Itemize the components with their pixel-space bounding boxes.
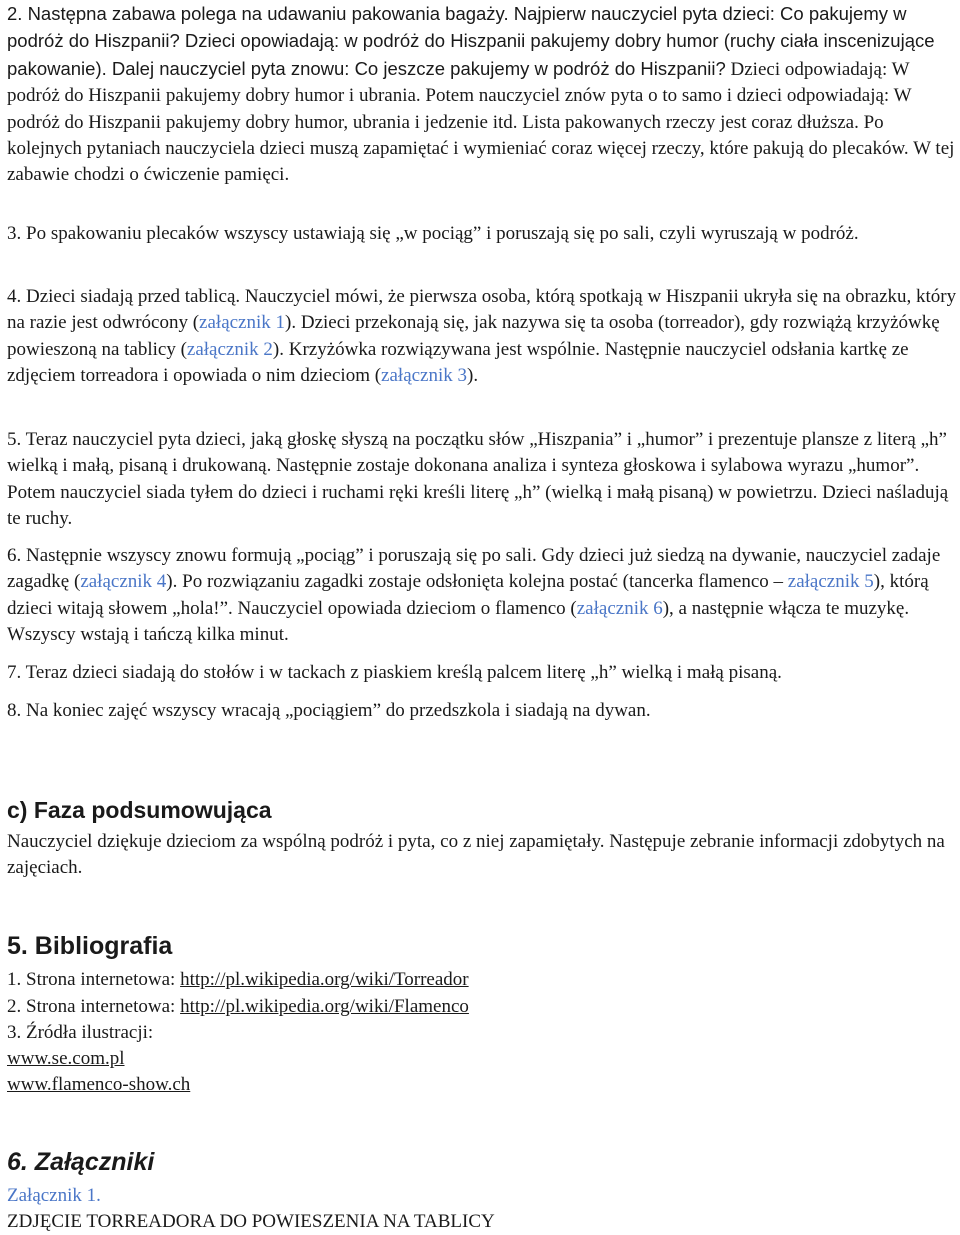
bibliography-item-3: 3. Źródła ilustracji: xyxy=(7,1022,154,1043)
paragraph-6-text-4: ), a następnie włącza te muzykę. Wszyscy wstają i tańczą kilka minut. xyxy=(7,597,910,646)
paragraph-2-sans-text: 2. Następna zabawa polega na udawaniu pakowania bagaży. Najpierw nauczyciel pyta dzieci: Co pakujemy w podróż do Hiszpanii? Dzieci opowiadają: w podróż do Hiszpanii pakujemy dobry humor (ruchy ciała inscenizujące pakowanie). Dalej nauczyciel pyta znowu: Co jeszcze pakujemy w podróż do Hiszpanii? xyxy=(7,3,935,79)
paragraph-6-text-1: 6. Następnie wszyscy znowu formują „pociąg” i poruszają się po sali. Gdy dzieci już siedzą na dywanie, nauczyciel zadaje zagadkę ( xyxy=(7,545,941,593)
flamenco-show-link[interactable]: www.flamenco-show.ch xyxy=(7,1074,191,1095)
paragraph-4 xyxy=(7,284,957,390)
summary-phase-heading: c) Faza podsumowująca xyxy=(7,797,272,823)
paragraph-4-text-3: ). Krzyżówka rozwiązywana jest wspólnie. Następnie nauczyciel odsłania kartkę ze zdjęciem torreadora i opowiada o nim dzieciom ( xyxy=(7,338,909,387)
paragraph-6-text-3: ), którą dzieci witają słowem „hola!”. Nauczyciel opowiada dzieciom o flamenco ( xyxy=(7,571,929,619)
torreador-wiki-link[interactable]: http://pl.wikipedia.org/wiki/Torreador xyxy=(180,969,469,990)
attachment-1-title xyxy=(7,1183,957,1209)
attachment-4-link[interactable]: załącznik 4 xyxy=(80,571,167,593)
summary-phase-text: Nauczyciel dziękuje dzieciom za wspólną podróż i pyta, co z niej zapamiętały. Następuje zebranie informacji zdobytych na zajęciach. xyxy=(7,831,945,879)
paragraph-7: 7. Teraz dzieci siadają do stołów i w tackach z piaskiem kreślą palcem literę „h” wielką i małą pisaną. xyxy=(7,662,782,683)
paragraph-4-text-1: 4. Dzieci siadają przed tablicą. Nauczyciel mówi, że pierwsza osoba, którą spotkają w Hiszpanii ukryła się na obrazku, który na razie jest odwrócony ( xyxy=(7,286,957,334)
illustration-source-1 xyxy=(7,1046,957,1072)
paragraph-6 xyxy=(7,543,957,649)
attachment-5-link[interactable]: załącznik 5 xyxy=(787,571,874,593)
bibliography-item-1 xyxy=(7,967,957,993)
attachment-3-link[interactable]: załącznik 3 xyxy=(381,365,468,387)
attachment-1-anchor[interactable]: Załącznik 1. xyxy=(7,1185,101,1206)
attachment-1-link[interactable]: załącznik 1 xyxy=(199,312,286,334)
bibliography-item-2 xyxy=(7,994,957,1020)
attachment-1-caption: ZDJĘCIE TORREADORA DO POWIESZENIA NA TABLICY xyxy=(7,1211,495,1232)
paragraph-5: 5. Teraz nauczyciel pyta dzieci, jaką głoskę słyszą na początku słów „Hiszpania” i „humor” i prezentuje plansze z literą „h” wielką i małą, pisaną i drukowaną. Następnie zostaje dokonana analiza i synteza głoskowa i sylabowa wyrazu „humor”. Potem nauczyciel siada tyłem do dzieci i ruchami ręki kreśli literę „h” (wielką i małą pisaną) w powietrzu. Dzieci naśladują te ruchy. xyxy=(7,429,949,530)
paragraph-6-text-2: ). Po rozwiązaniu zagadki zostaje odsłonięta kolejna postać (tancerka flamenco – xyxy=(166,571,788,593)
paragraph-4-text-2: ). Dzieci przekonają się, jak nazywa się ta osoba (torreador), gdy rozwiążą krzyżówkę powieszoną na tablicy ( xyxy=(7,312,940,360)
attachment-2-link[interactable]: załącznik 2 xyxy=(186,338,273,360)
se-com-pl-link[interactable]: www.se.com.pl xyxy=(7,1048,125,1069)
paragraph-2 xyxy=(7,1,957,189)
bibliography-item-2-label: 2. Strona internetowa: xyxy=(7,996,181,1017)
attachments-heading: 6. Załączniki xyxy=(7,1148,155,1176)
paragraph-8: 8. Na koniec zajęć wszyscy wracają „pociągiem” do przedszkola i siadają na dywan. xyxy=(7,700,651,721)
bibliography-item-1-label: 1. Strona internetowa: xyxy=(7,969,181,990)
flamenco-wiki-link[interactable]: http://pl.wikipedia.org/wiki/Flamenco xyxy=(180,996,469,1017)
paragraph-2-serif-text: Dzieci odpowiadają: W podróż do Hiszpanii pakujemy dobry humor i ubrania. Potem nauczyciel znów pyta o to samo i dzieci odpowiadają: W podróż do Hiszpanii pakujemy dobry humor, ubrania i jedzenie itd. Lista pakowanych rzeczy jest coraz dłuższa. Po kolejnych pytaniach nauczyciela dzieci muszą zapamiętać i wymieniać coraz więcej rzeczy, które pakują do plecaków. W tej zabawie chodzi o ćwiczenie pamięci. xyxy=(7,58,955,186)
illustration-source-2 xyxy=(7,1072,957,1098)
bibliography-heading: 5. Bibliografia xyxy=(7,932,173,960)
attachment-6-link[interactable]: załącznik 6 xyxy=(576,597,663,619)
paragraph-3: 3. Po spakowaniu plecaków wszyscy ustawiają się „w pociąg” i poruszają się po sali, czyli wyruszają w podróż. xyxy=(7,223,859,244)
paragraph-4-text-4: ). xyxy=(467,365,479,387)
